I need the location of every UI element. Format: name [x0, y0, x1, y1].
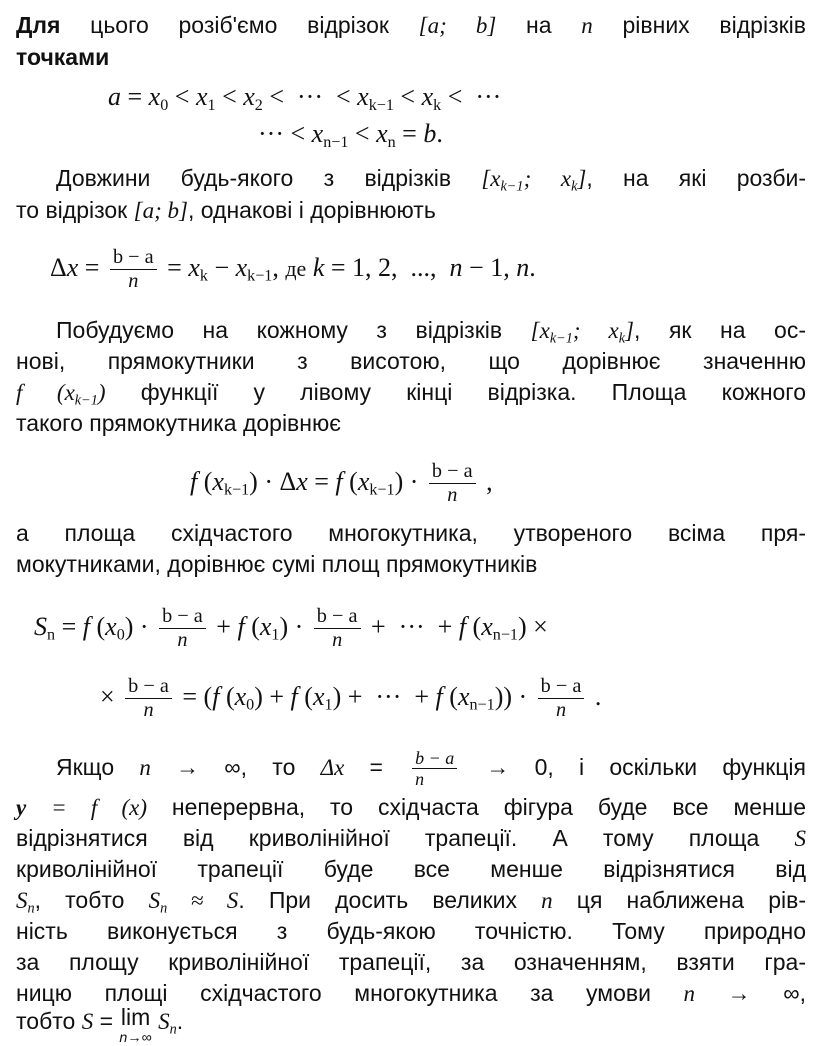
text-line-12: y = f (x) неперервна, то східчаста фігура буде все менше — [16, 794, 807, 820]
text-line-1: Для цього розіб'ємо відрізок [a; b] на n рівних відрізків — [16, 12, 807, 38]
fraction-b-minus-a-over-n: $\frac{b - a}{n}$ — [110, 246, 157, 294]
fraction-b-minus-a-over-n: $\frac{b - a}{n}$ — [159, 605, 206, 653]
delta-x-equation: Δx = $\frac{b - a}{n}$ = $x_k - x_{k-1}$, де k = 1, 2, ..., n − 1, n. — [50, 246, 536, 293]
sequence-equation-line-2: ··· < $x_{n-1} < x_n = b$. — [258, 119, 443, 151]
text-line-4: то відрізок [a; b], однакові і дорівнюють — [16, 197, 436, 223]
text-line-18: ницю площі східчастого многокутника за умови n → ∞, — [16, 980, 807, 1006]
text-line-7: f $(x_{k-1})$ функції у лівому кінці відрізка. Площа кожного — [16, 379, 806, 409]
sum-equation-line-1: $S_n = f$ $(x_0)$ · $\frac{b - a}{n}$ + f $(x_1)$ · $\frac{b - a}{n}$ + ··· + f $(x_{n-1})$ × — [34, 605, 548, 652]
fraction-b-minus-a-over-n: $\frac{b - a}{n}$ — [429, 460, 476, 508]
limit-expression: lim n→∞ — [119, 1004, 152, 1046]
text-line-15: $S_n$, тобто $S_n \approx S$. При досить великих n ця наближена рів- — [16, 887, 807, 917]
text-line-14: криволінійної трапеції буде все менше відрізнятися від — [16, 856, 806, 882]
text-line-9: а площа східчастого многокутника, утвореного всіма пря- — [16, 520, 806, 546]
text-line-19: тобто S = lim n→∞ $S_n$. — [16, 1004, 184, 1046]
text-line-3: Довжини будь-якого з відрізків [$x_{k-1}$; $x_k$], на які розби- — [56, 165, 806, 195]
text-line-8: такого прямокутника дорівнює — [16, 410, 341, 436]
fraction-b-minus-a-over-n: $\frac{b - a}{n}$ — [538, 675, 585, 723]
rectangle-area-equation: f $(x_{k-1}) \cdot \Delta x = f$ $(x_{k-1})$ · $\frac{b - a}{n}$ , — [190, 460, 493, 507]
fraction-b-minus-a-over-n: $\frac{b - a}{n}$ — [412, 748, 457, 790]
text-line-17: за площу криволінійної трапеції, за означенням, взяти гра- — [16, 949, 806, 975]
sequence-equation-line-1: $a = x_0 < x_1 < x_2$ < ··· < $x_{k-1} < x_k$ < ··· — [108, 82, 502, 114]
text-line-5: Побудуємо на кожному з відрізків [$x_{k-1}$; $x_k$], як на ос- — [56, 317, 806, 347]
fraction-b-minus-a-over-n: $\frac{b - a}{n}$ — [314, 605, 361, 653]
fraction-b-minus-a-over-n: $\frac{b - a}{n}$ — [125, 675, 172, 723]
text-line-6: нові, прямокутники з висотою, що дорівнює значенню — [16, 348, 806, 374]
text-line-16: ність виконується з будь-якою точністю. Тому природно — [16, 918, 806, 944]
text-line-11: Якщо n → ∞, то Δx = $\frac{b - a}{n}$ → 0, і оскільки функція — [56, 747, 807, 790]
text-line-2: точками — [16, 44, 110, 70]
text-line-13: відрізнятися від криволінійної трапеції. А тому площа S — [16, 825, 806, 851]
text-line-10: мокутниками, дорівнює сумі площ прямокутників — [16, 551, 538, 577]
sum-equation-line-2: × $\frac{b - a}{n}$ = (f $(x_0) + f$ $(x_1)$ + ··· + f $(x_{n-1})$) · $\frac{b - a}{n}$ . — [100, 675, 602, 722]
